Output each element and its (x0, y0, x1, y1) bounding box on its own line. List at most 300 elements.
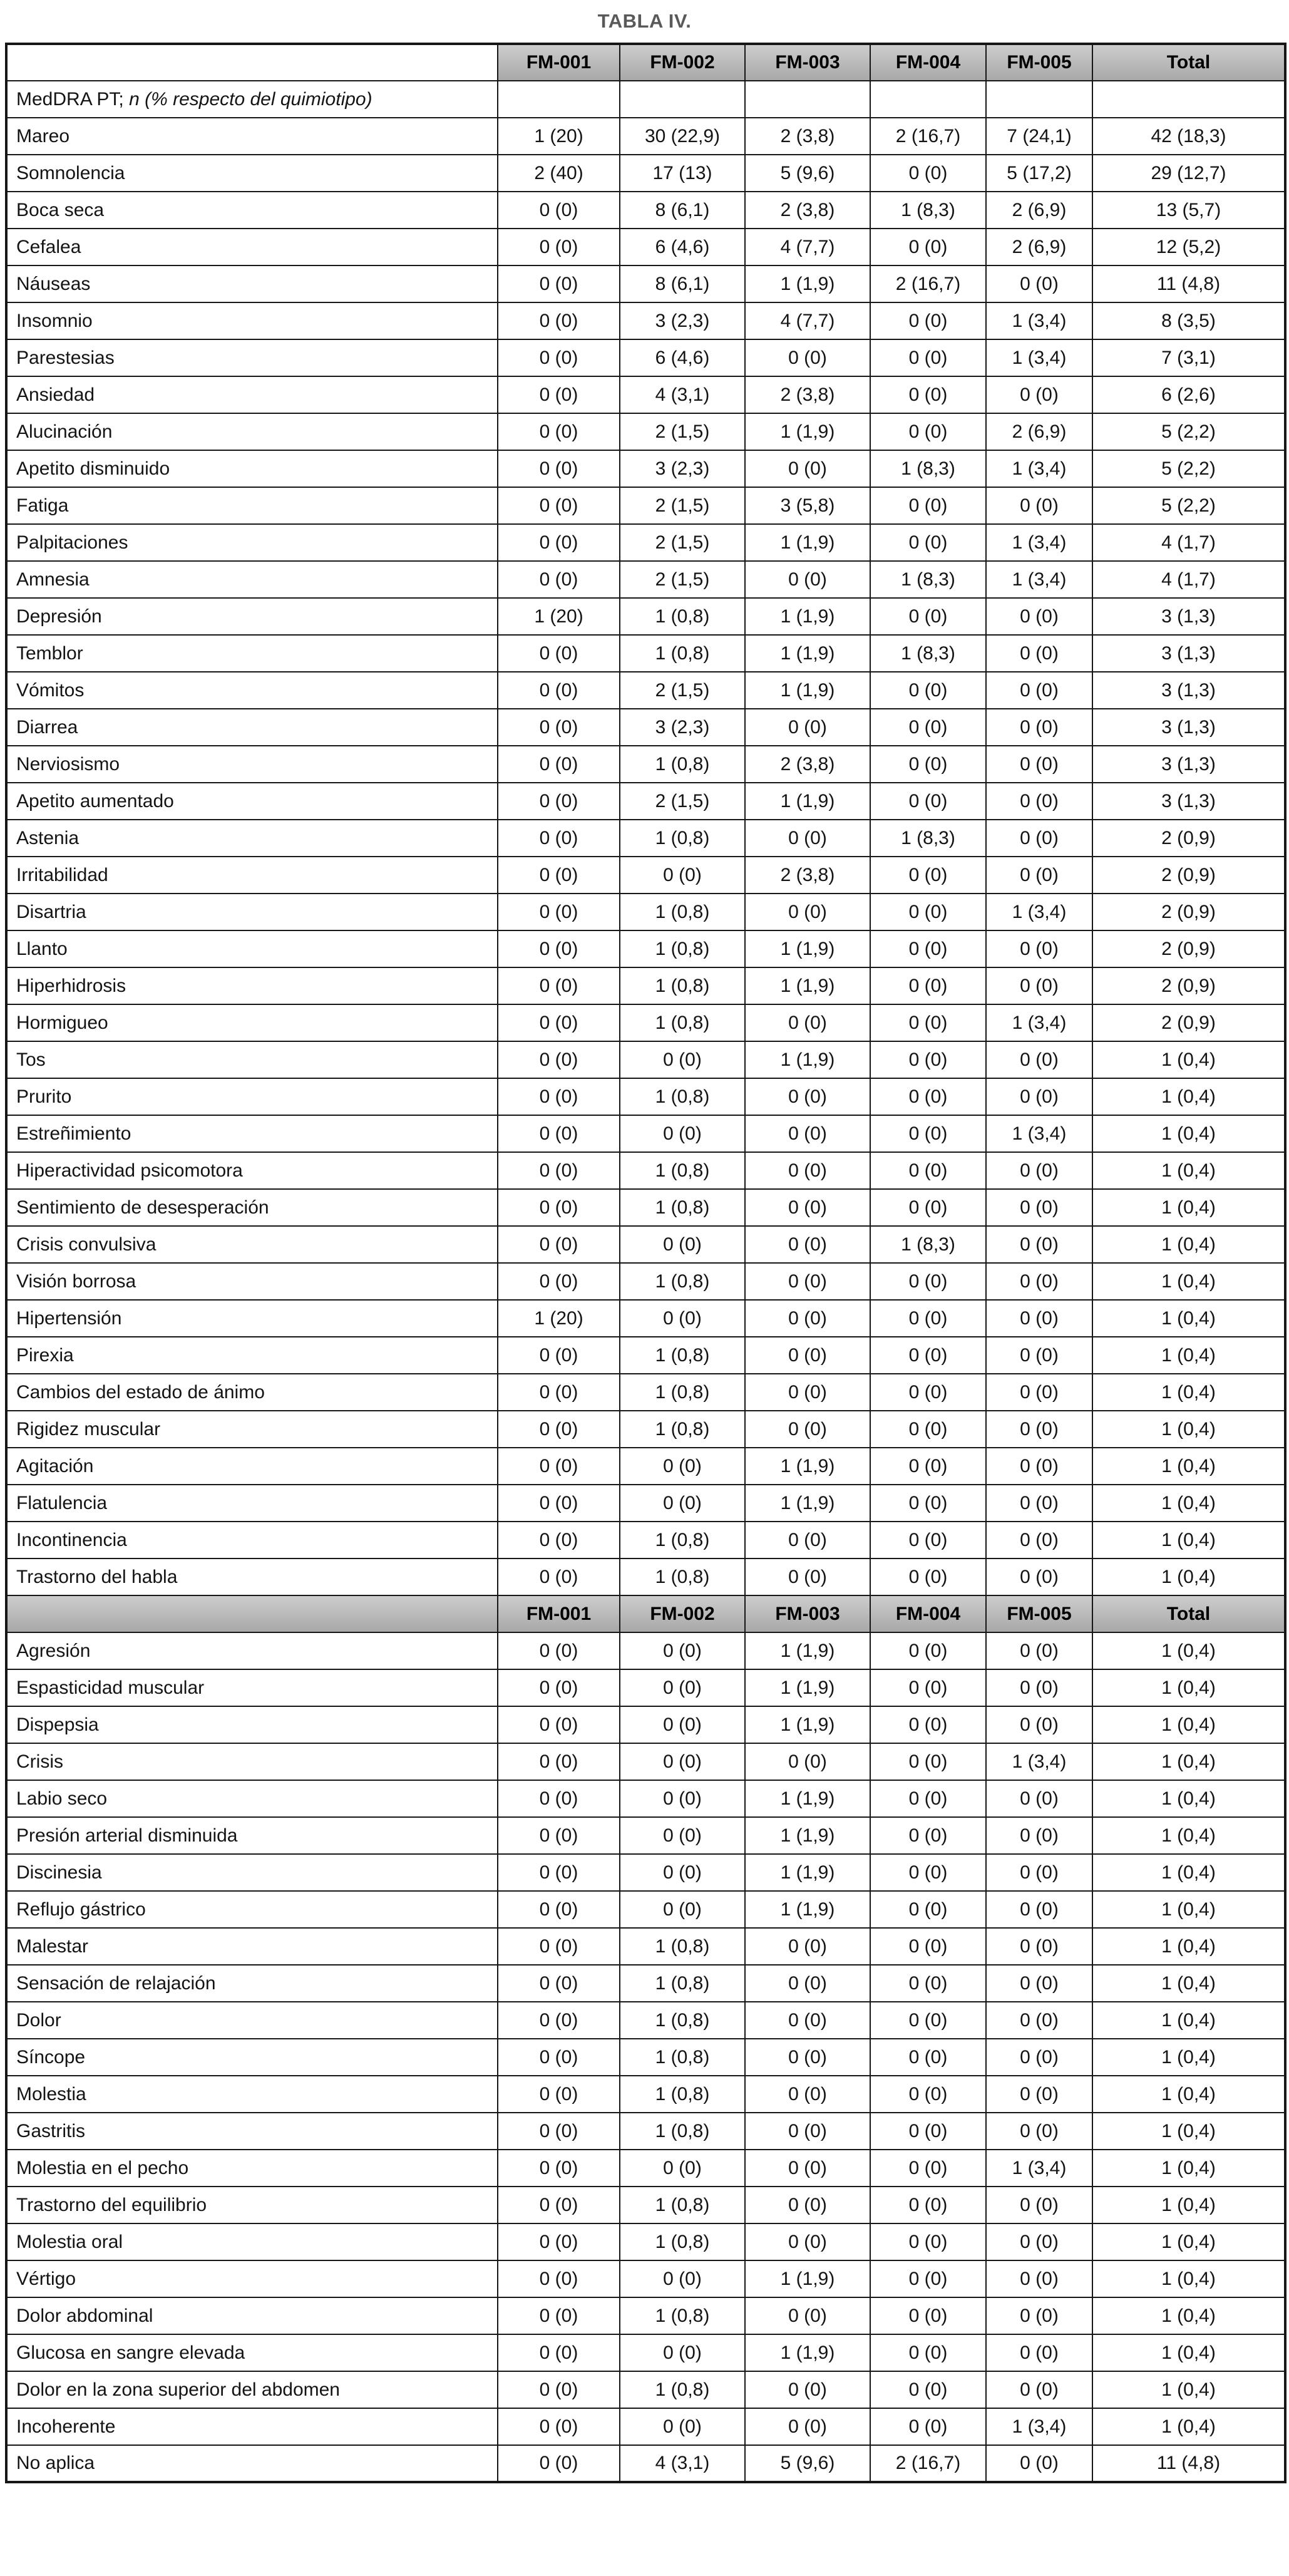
value-cell: 0 (0) (986, 1411, 1092, 1448)
value-cell: 0 (0) (498, 1780, 620, 1817)
empty-cell (986, 81, 1092, 118)
table-row (6, 2334, 1285, 2371)
value-cell: 0 (0) (745, 1189, 870, 1226)
table-row (6, 1189, 1285, 1226)
value-cell: 5 (9,6) (745, 2445, 870, 2482)
value-cell: 4 (7,7) (745, 229, 870, 265)
value-cell: 5 (2,2) (1092, 413, 1285, 450)
value-cell: 0 (0) (986, 820, 1092, 857)
value-cell: 0 (0) (870, 1374, 986, 1411)
value-cell: 1 (0,8) (620, 1189, 745, 1226)
value-cell: 1 (1,9) (745, 413, 870, 450)
row-label: Incontinencia (6, 1522, 498, 1558)
row-label: Glucosa en sangre elevada (6, 2334, 498, 2371)
column-header: FM-003 (745, 44, 870, 81)
value-cell: 0 (0) (620, 1115, 745, 1152)
table-row (6, 820, 1285, 857)
value-cell: 1 (0,8) (620, 967, 745, 1004)
row-label: Ansiedad (6, 376, 498, 413)
value-cell: 1 (0,8) (620, 1522, 745, 1558)
value-cell: 3 (1,3) (1092, 635, 1285, 672)
value-cell: 0 (0) (870, 2150, 986, 2187)
value-cell: 0 (0) (498, 1411, 620, 1448)
value-cell: 0 (0) (986, 2223, 1092, 2260)
table-row (6, 2076, 1285, 2113)
value-cell: 0 (0) (986, 1854, 1092, 1891)
value-cell: 0 (0) (870, 1780, 986, 1817)
value-cell: 0 (0) (870, 894, 986, 930)
value-cell: 1 (1,9) (745, 1854, 870, 1891)
value-cell: 0 (0) (870, 2076, 986, 2113)
value-cell: 0 (0) (498, 487, 620, 524)
value-cell: 0 (0) (870, 1448, 986, 1485)
row-label: Molestia en el pecho (6, 2150, 498, 2187)
value-cell: 5 (2,2) (1092, 450, 1285, 487)
value-cell: 0 (0) (870, 1263, 986, 1300)
value-cell: 0 (0) (986, 1189, 1092, 1226)
value-cell: 1 (0,4) (1092, 1632, 1285, 1669)
row-label: Apetito aumentado (6, 783, 498, 820)
value-cell: 1 (1,9) (745, 967, 870, 1004)
column-header: FM-004 (870, 44, 986, 81)
value-cell: 0 (0) (870, 487, 986, 524)
value-cell: 1 (20) (498, 1300, 620, 1337)
value-cell: 0 (0) (745, 1522, 870, 1558)
value-cell: 2 (1,5) (620, 672, 745, 709)
value-cell: 0 (0) (498, 1374, 620, 1411)
subheader-row (6, 81, 1285, 118)
value-cell: 1 (3,4) (986, 450, 1092, 487)
value-cell: 1 (0,4) (1092, 1411, 1285, 1448)
value-cell: 4 (1,7) (1092, 524, 1285, 561)
table-row (6, 2371, 1285, 2408)
value-cell: 1 (3,4) (986, 561, 1092, 598)
value-cell: 0 (0) (870, 1189, 986, 1226)
value-cell: 1 (0,8) (620, 1374, 745, 1411)
row-label: Somnolencia (6, 155, 498, 192)
value-cell: 0 (0) (498, 2150, 620, 2187)
value-cell: 1 (0,8) (620, 1263, 745, 1300)
value-cell: 0 (0) (870, 2408, 986, 2445)
row-label: Visión borrosa (6, 1263, 498, 1300)
value-cell: 0 (0) (986, 2371, 1092, 2408)
value-cell: 0 (0) (498, 2334, 620, 2371)
value-cell: 0 (0) (498, 746, 620, 783)
value-cell: 1 (0,4) (1092, 1448, 1285, 1485)
value-cell: 0 (0) (498, 1965, 620, 2002)
value-cell: 0 (0) (870, 1411, 986, 1448)
row-label: Molestia oral (6, 2223, 498, 2260)
row-label: Palpitaciones (6, 524, 498, 561)
row-label: Crisis convulsiva (6, 1226, 498, 1263)
value-cell: 0 (0) (745, 1115, 870, 1152)
table-row (6, 265, 1285, 302)
value-cell: 0 (0) (745, 1263, 870, 1300)
value-cell: 0 (0) (745, 2002, 870, 2039)
value-cell: 0 (0) (498, 1041, 620, 1078)
value-cell: 29 (12,7) (1092, 155, 1285, 192)
value-cell: 3 (1,3) (1092, 709, 1285, 746)
value-cell: 0 (0) (986, 2039, 1092, 2076)
table-row (6, 894, 1285, 930)
value-cell: 0 (0) (986, 1485, 1092, 1522)
value-cell: 2 (0,9) (1092, 820, 1285, 857)
value-cell: 1 (1,9) (745, 930, 870, 967)
value-cell: 1 (1,9) (745, 265, 870, 302)
value-cell: 5 (2,2) (1092, 487, 1285, 524)
column-header: FM-003 (745, 1595, 870, 1632)
value-cell: 0 (0) (745, 2076, 870, 2113)
row-label: Crisis (6, 1743, 498, 1780)
value-cell: 1 (0,8) (620, 894, 745, 930)
value-cell: 1 (1,9) (745, 598, 870, 635)
value-cell: 2 (3,8) (745, 376, 870, 413)
row-label: Depresión (6, 598, 498, 635)
value-cell: 1 (8,3) (870, 1226, 986, 1263)
value-cell: 0 (0) (986, 1706, 1092, 1743)
value-cell: 1 (3,4) (986, 339, 1092, 376)
value-cell: 0 (0) (498, 1115, 620, 1152)
value-cell: 0 (0) (986, 1448, 1092, 1485)
value-cell: 0 (0) (986, 2113, 1092, 2150)
value-cell: 0 (0) (498, 857, 620, 894)
value-cell: 7 (3,1) (1092, 339, 1285, 376)
value-cell: 0 (0) (870, 783, 986, 820)
value-cell: 1 (0,8) (620, 1558, 745, 1595)
value-cell: 0 (0) (620, 2150, 745, 2187)
value-cell: 0 (0) (745, 1374, 870, 1411)
value-cell: 1 (0,8) (620, 635, 745, 672)
value-cell: 0 (0) (870, 2002, 986, 2039)
table-row (6, 1485, 1285, 1522)
value-cell: 0 (0) (870, 1558, 986, 1595)
value-cell: 1 (0,4) (1092, 2187, 1285, 2223)
value-cell: 0 (0) (870, 2297, 986, 2334)
value-cell: 0 (0) (498, 1891, 620, 1928)
table-row (6, 2150, 1285, 2187)
value-cell: 0 (0) (986, 1928, 1092, 1965)
value-cell: 0 (0) (870, 1004, 986, 1041)
value-cell: 0 (0) (498, 1226, 620, 1263)
value-cell: 1 (0,4) (1092, 2334, 1285, 2371)
table-row (6, 1743, 1285, 1780)
value-cell: 0 (0) (745, 709, 870, 746)
table-row (6, 672, 1285, 709)
value-cell: 0 (0) (745, 2187, 870, 2223)
value-cell: 42 (18,3) (1092, 118, 1285, 155)
value-cell: 0 (0) (498, 1706, 620, 1743)
row-label: Hipertensión (6, 1300, 498, 1337)
table-row (6, 1522, 1285, 1558)
value-cell: 1 (1,9) (745, 2334, 870, 2371)
value-cell: 0 (0) (498, 2039, 620, 2076)
table-row (6, 1928, 1285, 1965)
value-cell: 0 (0) (745, 2408, 870, 2445)
value-cell: 0 (0) (498, 2408, 620, 2445)
value-cell: 1 (0,4) (1092, 1189, 1285, 1226)
value-cell: 0 (0) (870, 1743, 986, 1780)
row-label: Parestesias (6, 339, 498, 376)
value-cell: 0 (0) (745, 1928, 870, 1965)
table-row (6, 2187, 1285, 2223)
value-cell: 0 (0) (986, 1041, 1092, 1078)
value-cell: 3 (2,3) (620, 450, 745, 487)
table-row (6, 1965, 1285, 2002)
value-cell: 0 (0) (498, 1928, 620, 1965)
value-cell: 2 (0,9) (1092, 1004, 1285, 1041)
value-cell: 2 (40) (498, 155, 620, 192)
table-row (6, 857, 1285, 894)
row-label: Agresión (6, 1632, 498, 1669)
value-cell: 0 (0) (498, 2187, 620, 2223)
value-cell: 0 (0) (498, 1448, 620, 1485)
value-cell: 0 (0) (870, 1522, 986, 1558)
value-cell: 0 (0) (498, 265, 620, 302)
value-cell: 0 (0) (620, 1485, 745, 1522)
value-cell: 0 (0) (498, 413, 620, 450)
value-cell: 0 (0) (498, 1078, 620, 1115)
value-cell: 1 (0,8) (620, 820, 745, 857)
value-cell: 1 (1,9) (745, 2260, 870, 2297)
value-cell: 6 (2,6) (1092, 376, 1285, 413)
value-cell: 0 (0) (986, 783, 1092, 820)
table-row (6, 1041, 1285, 1078)
row-label: Vómitos (6, 672, 498, 709)
value-cell: 0 (0) (870, 413, 986, 450)
value-cell: 0 (0) (870, 339, 986, 376)
value-cell: 0 (0) (498, 820, 620, 857)
value-cell: 1 (0,4) (1092, 2408, 1285, 2445)
value-cell: 1 (0,4) (1092, 2371, 1285, 2408)
table-row (6, 561, 1285, 598)
value-cell: 0 (0) (745, 2039, 870, 2076)
value-cell: 1 (0,4) (1092, 2150, 1285, 2187)
value-cell: 0 (0) (498, 2002, 620, 2039)
value-cell: 0 (0) (498, 1669, 620, 1706)
value-cell: 3 (1,3) (1092, 598, 1285, 635)
value-cell: 0 (0) (986, 1522, 1092, 1558)
table-row (6, 2260, 1285, 2297)
row-label: Reflujo gástrico (6, 1891, 498, 1928)
value-cell: 2 (16,7) (870, 265, 986, 302)
row-label: Prurito (6, 1078, 498, 1115)
value-cell: 0 (0) (986, 672, 1092, 709)
empty-cell (620, 81, 745, 118)
value-cell: 8 (6,1) (620, 265, 745, 302)
row-label: Dolor (6, 2002, 498, 2039)
value-cell: 0 (0) (870, 1928, 986, 1965)
value-cell: 2 (0,9) (1092, 930, 1285, 967)
value-cell: 0 (0) (498, 1817, 620, 1854)
value-cell: 1 (1,9) (745, 1780, 870, 1817)
value-cell: 30 (22,9) (620, 118, 745, 155)
table-title: TABLA IV. (597, 10, 692, 32)
table-row (6, 1448, 1285, 1485)
value-cell: 2 (3,8) (745, 857, 870, 894)
value-cell: 1 (0,4) (1092, 1263, 1285, 1300)
table-row (6, 376, 1285, 413)
column-header: FM-002 (620, 1595, 745, 1632)
value-cell: 1 (1,9) (745, 783, 870, 820)
table-row (6, 2408, 1285, 2445)
value-cell: 0 (0) (498, 1152, 620, 1189)
value-cell: 0 (0) (745, 2223, 870, 2260)
value-cell: 1 (3,4) (986, 2408, 1092, 2445)
value-cell: 0 (0) (745, 2113, 870, 2150)
value-cell: 0 (0) (986, 857, 1092, 894)
row-label: Náuseas (6, 265, 498, 302)
table-row (6, 1817, 1285, 1854)
table-row (6, 1854, 1285, 1891)
value-cell: 0 (0) (870, 1854, 986, 1891)
row-label: Labio seco (6, 1780, 498, 1817)
table-row (6, 1780, 1285, 1817)
value-cell: 0 (0) (498, 1189, 620, 1226)
value-cell: 7 (24,1) (986, 118, 1092, 155)
value-cell: 1 (0,8) (620, 1337, 745, 1374)
value-cell: 1 (1,9) (745, 1041, 870, 1078)
value-cell: 0 (0) (986, 376, 1092, 413)
value-cell: 0 (0) (986, 2445, 1092, 2482)
row-label: Gastritis (6, 2113, 498, 2150)
table-row (6, 783, 1285, 820)
value-cell: 0 (0) (498, 1263, 620, 1300)
value-cell: 1 (0,8) (620, 1078, 745, 1115)
value-cell: 0 (0) (498, 967, 620, 1004)
value-cell: 1 (0,4) (1092, 2039, 1285, 2076)
value-cell: 0 (0) (870, 857, 986, 894)
value-cell: 0 (0) (745, 1226, 870, 1263)
value-cell: 1 (0,8) (620, 1965, 745, 2002)
value-cell: 0 (0) (620, 2334, 745, 2371)
row-label: Molestia (6, 2076, 498, 2113)
value-cell: 12 (5,2) (1092, 229, 1285, 265)
value-cell: 1 (3,4) (986, 302, 1092, 339)
value-cell: 1 (0,4) (1092, 2113, 1285, 2150)
value-cell: 1 (3,4) (986, 1115, 1092, 1152)
row-label: Cambios del estado de ánimo (6, 1374, 498, 1411)
value-cell: 2 (6,9) (986, 192, 1092, 229)
value-cell: 1 (1,9) (745, 1632, 870, 1669)
value-cell: 0 (0) (870, 1078, 986, 1115)
value-cell: 0 (0) (620, 2408, 745, 2445)
table-row (6, 1078, 1285, 1115)
table-row (6, 339, 1285, 376)
value-cell: 0 (0) (870, 709, 986, 746)
value-cell: 3 (2,3) (620, 302, 745, 339)
table-row (6, 598, 1285, 635)
value-cell: 4 (7,7) (745, 302, 870, 339)
value-cell: 0 (0) (498, 635, 620, 672)
value-cell: 0 (0) (870, 967, 986, 1004)
value-cell: 1 (0,4) (1092, 2297, 1285, 2334)
value-cell: 0 (0) (986, 487, 1092, 524)
table-row (6, 1669, 1285, 1706)
value-cell: 0 (0) (620, 1854, 745, 1891)
row-label: Dispepsia (6, 1706, 498, 1743)
value-cell: 0 (0) (498, 192, 620, 229)
value-cell: 1 (0,4) (1092, 1522, 1285, 1558)
value-cell: 0 (0) (870, 1669, 986, 1706)
value-cell: 0 (0) (870, 1891, 986, 1928)
table-row (6, 413, 1285, 450)
table-row (6, 192, 1285, 229)
value-cell: 1 (0,8) (620, 598, 745, 635)
table-row (6, 1337, 1285, 1374)
value-cell: 0 (0) (620, 1669, 745, 1706)
value-cell: 0 (0) (986, 1780, 1092, 1817)
value-cell: 1 (3,4) (986, 894, 1092, 930)
value-cell: 5 (9,6) (745, 155, 870, 192)
row-label: Irritabilidad (6, 857, 498, 894)
value-cell: 0 (0) (620, 1780, 745, 1817)
value-cell: 0 (0) (745, 561, 870, 598)
table-row (6, 709, 1285, 746)
value-cell: 1 (0,8) (620, 2223, 745, 2260)
row-label: Agitación (6, 1448, 498, 1485)
value-cell: 1 (0,4) (1092, 1041, 1285, 1078)
table-row (6, 2223, 1285, 2260)
value-cell: 0 (0) (986, 2002, 1092, 2039)
value-cell: 1 (0,4) (1092, 1669, 1285, 1706)
value-cell: 0 (0) (870, 2223, 986, 2260)
value-cell: 1 (1,9) (745, 1669, 870, 1706)
value-cell: 0 (0) (870, 376, 986, 413)
row-label: Pirexia (6, 1337, 498, 1374)
value-cell: 0 (0) (745, 820, 870, 857)
value-cell: 1 (0,4) (1092, 1078, 1285, 1115)
value-cell: 2 (3,8) (745, 192, 870, 229)
value-cell: 0 (0) (745, 1411, 870, 1448)
value-cell: 1 (1,9) (745, 1448, 870, 1485)
value-cell: 0 (0) (745, 2150, 870, 2187)
value-cell: 0 (0) (498, 930, 620, 967)
value-cell: 0 (0) (986, 1632, 1092, 1669)
value-cell: 1 (0,8) (620, 1152, 745, 1189)
row-label: Hiperactividad psicomotora (6, 1152, 498, 1189)
value-cell: 0 (0) (745, 2297, 870, 2334)
value-cell: 0 (0) (745, 1965, 870, 2002)
adverse-events-table (5, 43, 1286, 2483)
value-cell: 2 (0,9) (1092, 967, 1285, 1004)
value-cell: 0 (0) (870, 2039, 986, 2076)
row-label: Fatiga (6, 487, 498, 524)
value-cell: 1 (0,8) (620, 2076, 745, 2113)
value-cell: 2 (1,5) (620, 561, 745, 598)
value-cell: 0 (0) (745, 894, 870, 930)
table-row (6, 2297, 1285, 2334)
value-cell: 0 (0) (498, 2445, 620, 2482)
value-cell: 1 (0,4) (1092, 2260, 1285, 2297)
value-cell: 0 (0) (498, 339, 620, 376)
value-cell: 0 (0) (745, 2371, 870, 2408)
value-cell: 0 (0) (870, 524, 986, 561)
column-header: Total (1092, 44, 1285, 81)
row-label: Discinesia (6, 1854, 498, 1891)
value-cell: 0 (0) (745, 1337, 870, 1374)
value-cell: 1 (0,4) (1092, 1115, 1285, 1152)
value-cell: 1 (0,4) (1092, 2223, 1285, 2260)
value-cell: 1 (0,8) (620, 1004, 745, 1041)
table-row (6, 1632, 1285, 1669)
value-cell: 2 (6,9) (986, 413, 1092, 450)
value-cell: 0 (0) (986, 746, 1092, 783)
column-header: FM-005 (986, 1595, 1092, 1632)
value-cell: 0 (0) (745, 1558, 870, 1595)
column-header: FM-004 (870, 1595, 986, 1632)
empty-cell (870, 81, 986, 118)
value-cell: 0 (0) (870, 1632, 986, 1669)
